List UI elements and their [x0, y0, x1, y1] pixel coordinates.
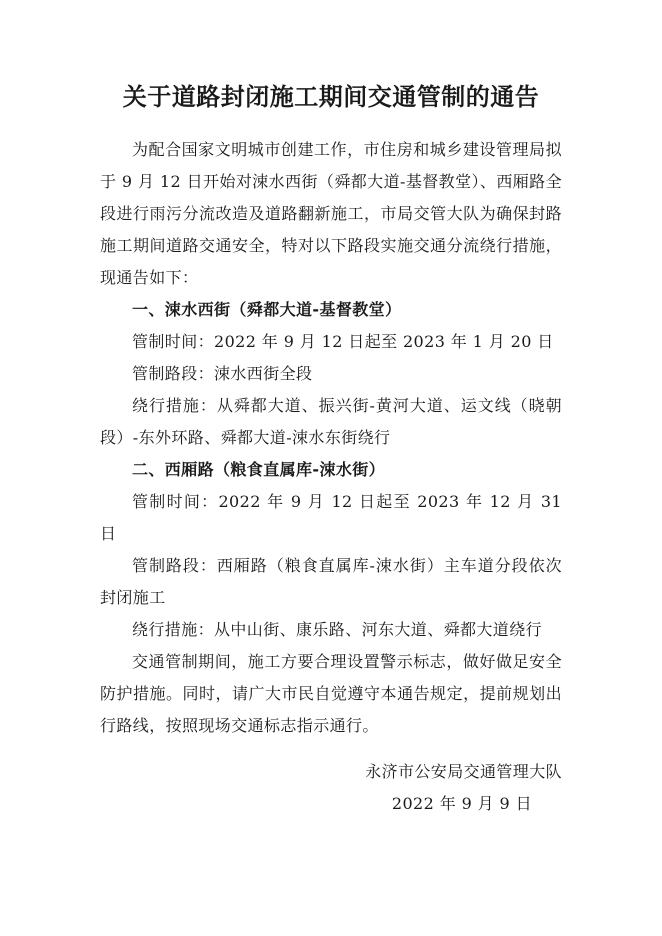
section-2-road: 管制路段：西厢路（粮食直属库-涑水街）主车道分段依次封闭施工 [100, 556, 562, 607]
issue-date: 2022 年 9 月 9 日 [391, 794, 532, 813]
notice-body [100, 134, 562, 742]
section-1-time: 管制时间：2022 年 9 月 12 日起至 2023 年 1 月 20 日 [132, 332, 554, 351]
section-1-road: 管制路段：涑水西街全段 [132, 364, 313, 383]
section-2-detour: 绕行措施：从中山街、康乐路、河东大道、舜都大道绕行 [132, 620, 543, 639]
section-2-heading: 二、西厢路（粮食直属库-涑水街） [132, 460, 386, 479]
closing-paragraph: 交通管制期间，施工方要合理设置警示标志，做好做足安全防护措施。同时，请广大市民自觉遵守本通告规定，提前规划出行路线，按照现场交通标志指示通行。 [100, 652, 562, 735]
section-2-time: 管制时间：2022 年 9 月 12 日起至 2023 年 12 月 31 日 [100, 492, 562, 543]
section-1-detour: 绕行措施：从舜都大道、振兴街-黄河大道、运文线（晓朝段）-东外环路、舜都大道-涑水东街绕行 [100, 396, 562, 447]
page-title: 关于道路封闭施工期间交通管制的通告 [122, 83, 540, 111]
intro-paragraph: 为配合国家文明城市创建工作，市住房和城乡建设管理局拟于 9 月 12 日开始对涑水西街（舜都大道-基督教堂）、西厢路全段进行雨污分流改造及道路翻新施工，市局交管大队为确保封路施工期间道路交通安全，特对以下路段实施交通分流绕行措施，现通告如下： [100, 140, 562, 287]
issuer-signature: 永济市公安局交通管理大队 [365, 762, 562, 781]
section-1-heading: 一、涑水西街（舜都大道-基督教堂） [132, 300, 402, 319]
